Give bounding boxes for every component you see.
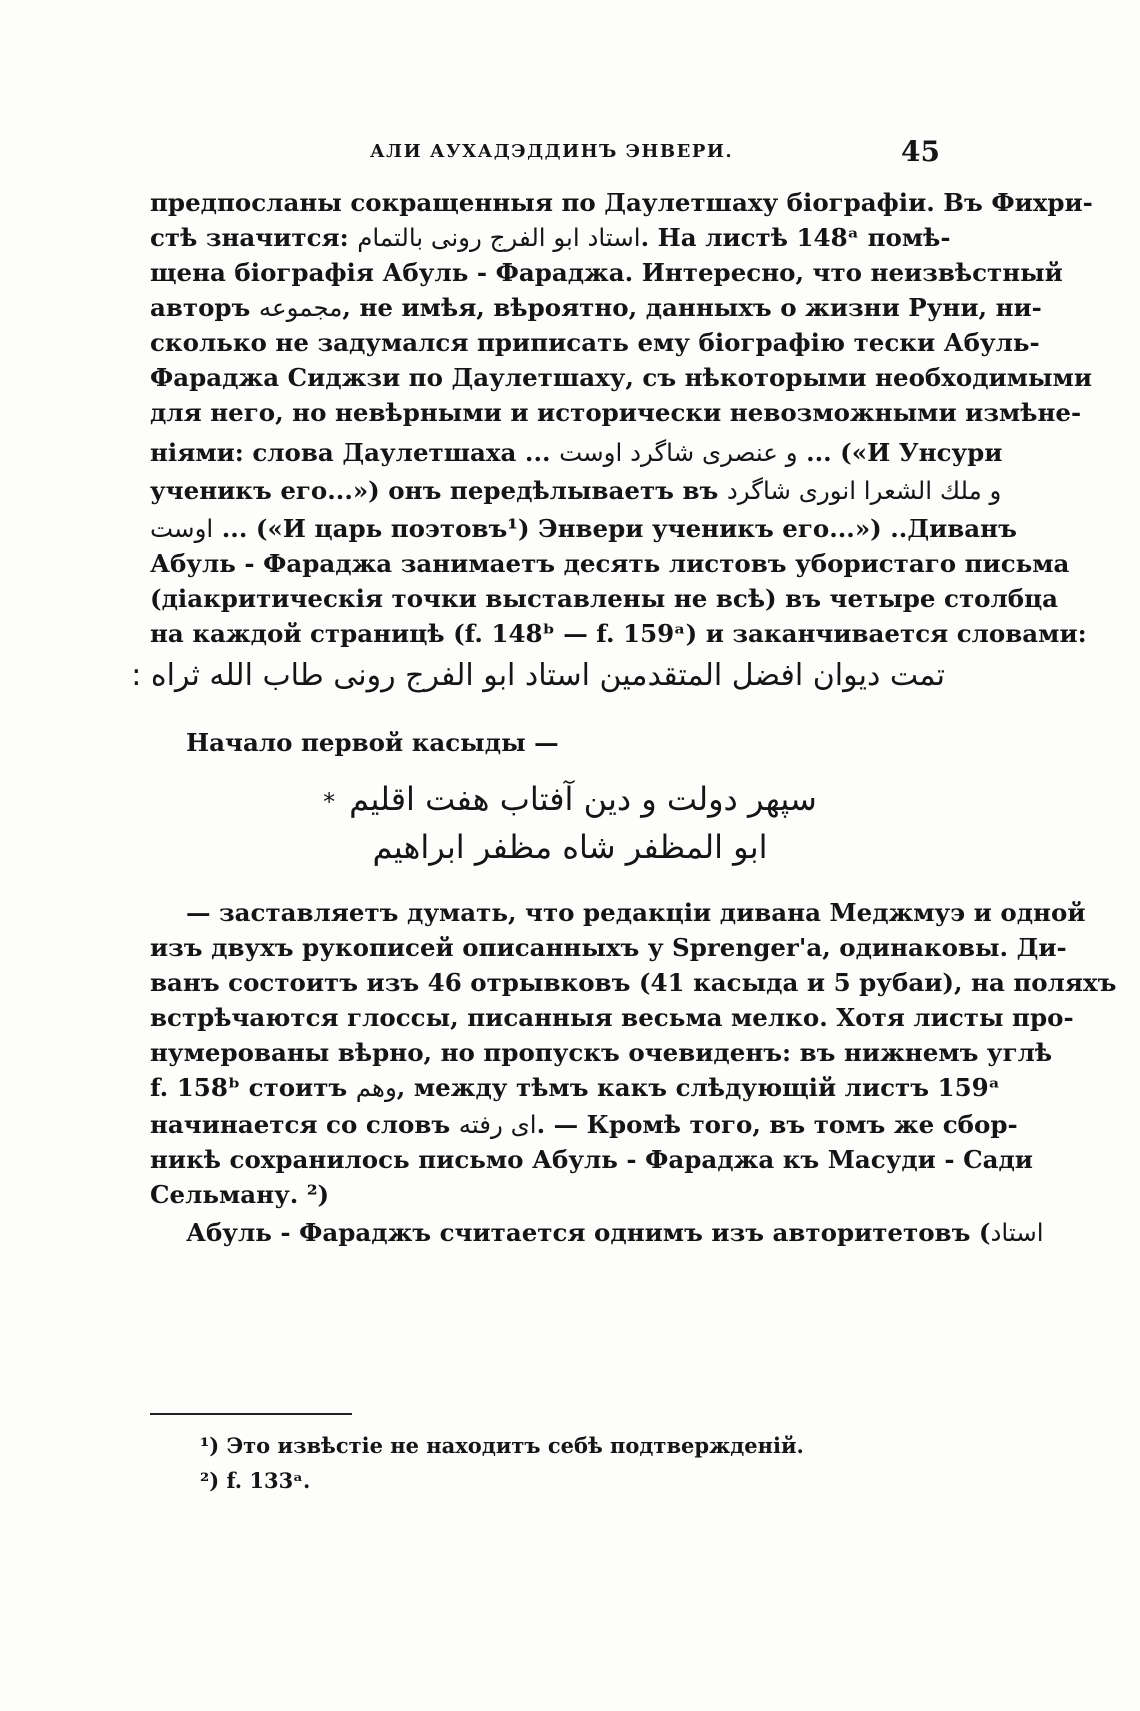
- text-line: [150, 1073, 1001, 1102]
- text-line: [150, 1110, 1018, 1139]
- text-line: нумерованы вѣрно, но пропускъ очевиденъ: въ нижнемъ углѣ: [150, 1038, 1053, 1067]
- text-line: предпосланы сокращенныя по Даулетшаху біографіи. Въ Фихри-: [150, 188, 1093, 217]
- text-line: Сельману. ²): [150, 1180, 330, 1209]
- footnote-2: [200, 1468, 310, 1493]
- text-line: встрѣчаются глоссы, писанныя весьма мелко. Хотя листы про-: [150, 1003, 1074, 1032]
- verse-line-1: [0, 780, 1140, 818]
- text-span: ученикъ его...») онъ передѣлываетъ въ: [150, 476, 719, 505]
- text-line: — заставляетъ думать, что редакціи дивана Меджмуэ и одной: [186, 898, 1086, 927]
- text-line: [150, 476, 1002, 505]
- text-line: Фараджа Сиджзи по Даулетшаху, съ нѣкоторыми необходимыми: [150, 363, 1092, 392]
- footnote-1: [200, 1433, 804, 1458]
- text-line: [150, 223, 951, 252]
- footnote-mark: ²): [200, 1468, 220, 1493]
- arabic-inline: استاد: [990, 1218, 1044, 1247]
- colophon-arabic: تمت دیوان افضل المتقدمین استاد ابو الفرج رونی طاب الله ثراه :: [131, 658, 945, 693]
- arabic-inline: و عنصری شاگرد اوست: [559, 438, 798, 467]
- running-header: [150, 135, 940, 175]
- footnote-mark: ¹): [200, 1433, 220, 1458]
- arabic-inline: مجموعه: [258, 293, 343, 322]
- text-span: начинается со словъ: [150, 1110, 451, 1139]
- footnote-rule: [150, 1413, 352, 1415]
- arabic-inline: استاد ابو الفرج رونی بالتمام: [357, 223, 641, 252]
- text-span: стѣ значится:: [150, 223, 349, 252]
- text-line: [150, 293, 1042, 322]
- text-line: [150, 514, 1017, 543]
- text-span: . На листѣ 148ᵃ помѣ-: [640, 223, 951, 252]
- text-line: никѣ сохранилось письмо Абуль - Фараджа къ Масуди - Сади: [150, 1145, 1033, 1174]
- verse-text: ابو المظفر شاه مظفر ابراهیم: [372, 828, 768, 866]
- text-span: , не имѣя, вѣроятно, данныхъ о жизни Руни, ни-: [342, 293, 1042, 322]
- text-line: на каждой страницѣ (f. 148ᵇ — f. 159ᵃ) и заканчивается словами:: [150, 619, 1087, 648]
- arabic-inline: ای رفته: [458, 1110, 537, 1139]
- kasida-intro: Начало первой касыды —: [186, 728, 559, 757]
- text-line: щена біографія Абуль - Фараджа. Интересно, что неизвѣстный: [150, 258, 1063, 287]
- text-line: (діакритическія точки выставлены не всѣ) въ четыре столбца: [150, 584, 1059, 613]
- verse-line-2: [0, 828, 1140, 866]
- verse-text: سپهر دولت و دین آفتاب هفت اقلیم: [349, 780, 817, 818]
- text-span: авторъ: [150, 293, 251, 322]
- text-span: , между тѣмъ какъ слѣдующій листъ 159ᵃ: [396, 1073, 1001, 1102]
- text-span: f. 158ᵇ стоитъ: [150, 1073, 348, 1102]
- page-number: 45: [901, 135, 940, 168]
- text-line: ванъ состоитъ изъ 46 отрывковъ (41 касыда и 5 рубаи), на поляхъ: [150, 968, 1117, 997]
- text-line: изъ двухъ рукописей описанныхъ у Sprenger'а, одинаковы. Ди-: [150, 933, 1067, 962]
- text-span: ніями: слова Даулетшаха ...: [150, 438, 551, 467]
- arabic-inline: وهم: [355, 1073, 397, 1102]
- footnote-text: Это извѣстіе не находитъ себѣ подтвержденій.: [226, 1433, 804, 1458]
- running-title: АЛИ АУХАДЭДДИНЪ ЭНВЕРИ.: [370, 141, 734, 162]
- text-span: ... («И царь поэтовъ¹) Энвери ученикъ его...») ..Диванъ: [221, 514, 1017, 543]
- text-line: Абуль - Фараджа занимаетъ десять листовъ убористаго письма: [150, 549, 1070, 578]
- arabic-inline: اوست: [150, 514, 214, 543]
- text-span: ... («И Унсури: [806, 438, 1003, 467]
- arabic-inline: و ملك الشعرا انوری شاگرد: [726, 476, 1002, 505]
- text-line: сколько не задумался приписать ему біографію тески Абуль-: [150, 328, 1040, 357]
- text-line: [150, 438, 1003, 467]
- text-line: для него, но невѣрными и исторически невозможными измѣне-: [150, 398, 1082, 427]
- verse-star: *: [323, 788, 336, 816]
- text-span: . — Кромѣ того, въ томъ же сбор-: [536, 1110, 1018, 1139]
- text-line: [186, 1218, 1044, 1247]
- text-span: Абуль - Фараджъ считается однимъ изъ авторитетовъ (: [186, 1218, 991, 1247]
- footnote-text: f. 133ᵃ.: [226, 1468, 311, 1493]
